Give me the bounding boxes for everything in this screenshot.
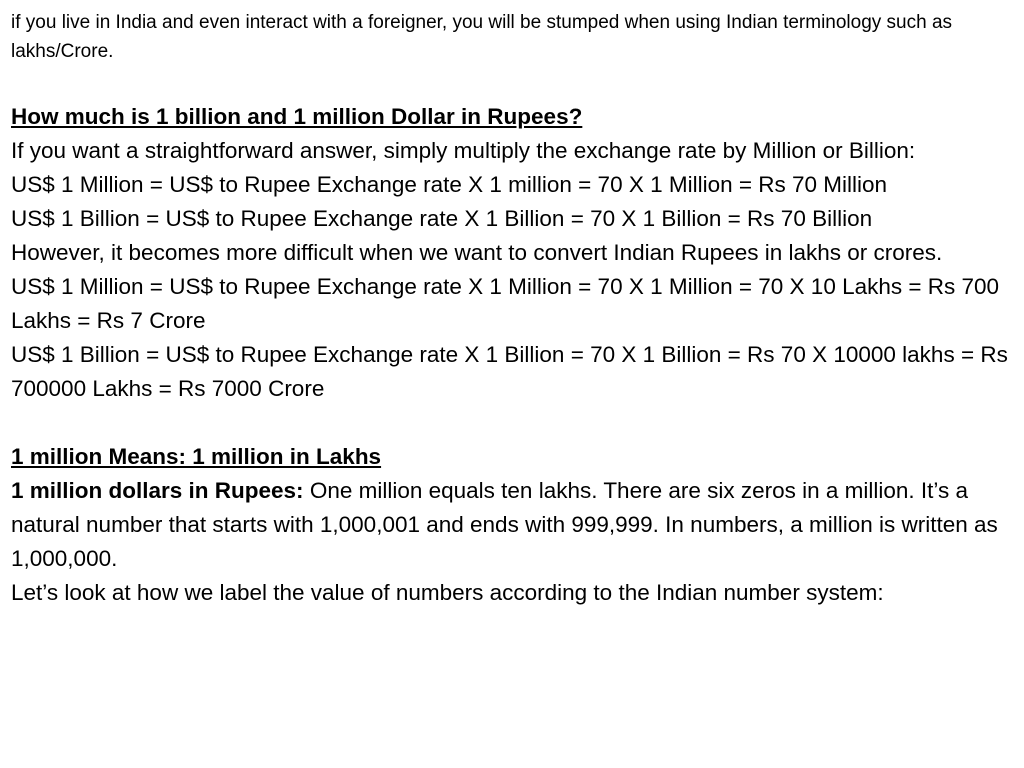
paragraph-multiply: If you want a straightforward answer, simply multiply the exchange rate by Million or Billion: [11, 138, 916, 163]
intro-paragraph: if you live in India and even interact with a foreigner, you will be stumped when using Indian terminology such as lakhs/Crore. [11, 12, 953, 62]
paragraph-million-conversion: US$ 1 Million = US$ to Rupee Exchange rate X 1 million = 70 X 1 Million = Rs 70 Million [11, 172, 888, 197]
bold-lead-label: 1 million dollars in Rupees: [11, 478, 304, 503]
document-page [11, 8, 1016, 610]
paragraph-lakhs-crores-note: However, it becomes more difficult when we want to convert Indian Rupees in lakhs or crores. [11, 240, 943, 265]
section-heading-billion-million: How much is 1 billion and 1 million Dollar in Rupees? [11, 104, 583, 129]
spacer [11, 406, 1016, 440]
paragraph-million-lakhs: US$ 1 Million = US$ to Rupee Exchange rate X 1 Million = 70 X 1 Million = 70 X 10 Lakhs = Rs 700 Lakhs = Rs 7 Crore [11, 274, 1000, 333]
paragraph-indian-number-system: Let’s look at how we label the value of numbers according to the Indian number system: [11, 580, 884, 605]
section-heading-million-lakhs: 1 million Means: 1 million in Lakhs [11, 444, 382, 469]
spacer [11, 66, 1016, 100]
lead-text: One million equals ten lakhs. There are six zeros in a million. It’s a natural number that starts with 1,000,001 and ends with 999,999. In numbers, a million is written as 1,000,000. [11, 478, 998, 571]
paragraph-billion-conversion: US$ 1 Billion = US$ to Rupee Exchange rate X 1 Billion = 70 X 1 Billion = Rs 70 Billion [11, 206, 873, 231]
paragraph-million-dollars-rupees [11, 474, 1016, 576]
paragraph-billion-lakhs: US$ 1 Billion = US$ to Rupee Exchange rate X 1 Billion = 70 X 1 Billion = Rs 70 X 10000 lakhs = Rs 700000 Lakhs = Rs 7000 Crore [11, 342, 1008, 401]
